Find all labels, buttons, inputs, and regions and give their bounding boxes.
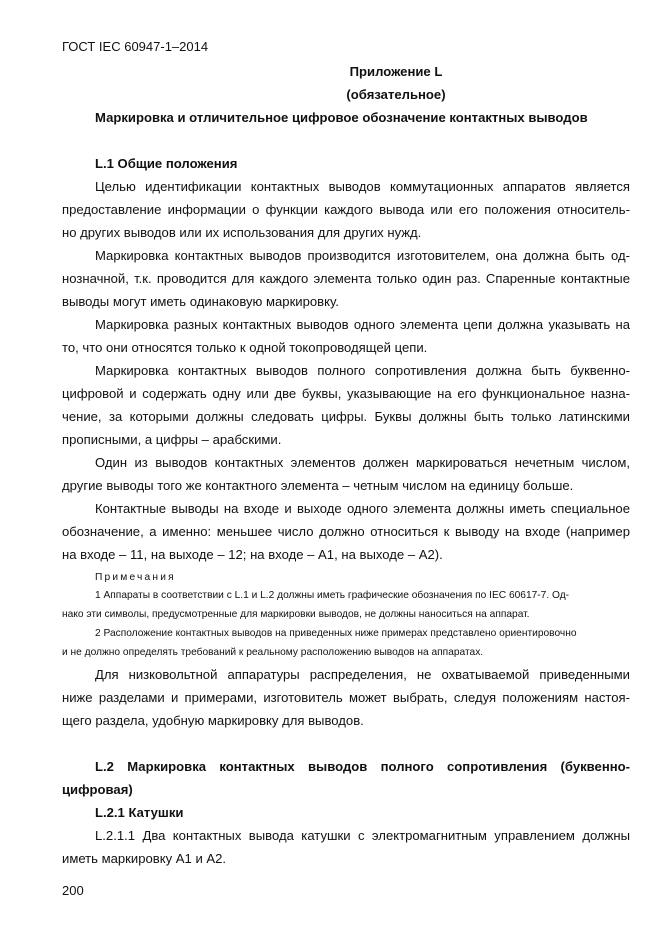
note-line: 2 Расположение контактных выводов на приведенных ниже примерах представлено ориентировочно (95, 628, 577, 639)
appendix-heading: Маркировка и отличительное цифровое обозначение контактных выводов (95, 110, 588, 125)
page-number: 200 (62, 883, 84, 898)
notes-label: Примечания (95, 572, 176, 583)
text-line: прописными, а цифры – арабскими. (62, 432, 282, 447)
text-line: предоставление информации о функции каждого вывода или его положения относитель- (62, 202, 630, 217)
text-line: другие выводы того же контактного элемента – четным числом на единицу больше. (62, 478, 574, 493)
text-line: обозначение, а именно: меньшее число должно относиться к выводу на входе (например (62, 524, 630, 539)
text-line: цифровой и содержать одну или две буквы, указывающие на его функциональное назна- (62, 386, 630, 401)
text-line: щего раздела, удобную маркировку для выводов. (62, 713, 364, 728)
subsection-l2-1-heading: L.2.1 Катушки (95, 805, 184, 820)
text-line: нозначной, т.к. проводится для каждого элемента только один раз. Спаренные контактные (62, 271, 630, 286)
section-l1-heading: L.1 Общие положения (95, 156, 238, 171)
text-line: Один из выводов контактных элементов должен маркироваться нечетным числом, (95, 455, 630, 470)
text-line: выводы могут иметь одинаковую маркировку. (62, 294, 339, 309)
text-line: L.2.1.1 Два контактных вывода катушки с электромагнитным управлением должны (95, 828, 630, 843)
section-l2-heading-cont: цифровая) (62, 782, 133, 797)
document-header: ГОСТ IEC 60947-1–2014 (62, 39, 209, 54)
appendix-title: Приложение L (349, 64, 443, 79)
text-line: Для низковольтной аппаратуры распределения, не охватываемой приведенными (95, 667, 630, 682)
note-line: и не должно определять требований к реальному расположению выводов на аппаратах. (62, 647, 484, 658)
text-line: ниже разделами и примерами, изготовитель может выбрать, следуя положениям настоя- (62, 690, 630, 705)
note-line: 1 Аппараты в соответствии с L.1 и L.2 должны иметь графические обозначения по IEC 60617-7. Од- (95, 590, 570, 601)
section-l2-heading: L.2 Маркировка контактных выводов полного сопротивления (буквенно- (95, 759, 630, 774)
text-line: Маркировка контактных выводов производится изготовителем, она должна быть од- (95, 248, 630, 263)
text-line: Маркировка контактных выводов полного сопротивления должна быть буквенно- (95, 363, 630, 378)
text-line: Маркировка разных контактных выводов одного элемента цепи должна указывать на (95, 317, 630, 332)
text-line: чение, за которыми должны следовать цифры. Буквы должны быть только латинскими (62, 409, 630, 424)
text-line: то, что они относятся только к одной токопроводящей цепи. (62, 340, 428, 355)
text-line: но других выводов или их использования для других нужд. (62, 225, 422, 240)
text-line: Контактные выводы на входе и выходе одного элемента должны иметь специальное (95, 501, 630, 516)
note-line: нако эти символы, предусмотренные для маркировки выводов, не должны наноситься на аппарат. (62, 609, 530, 620)
text-line: Целью идентификации контактных выводов коммутационных аппаратов является (95, 179, 630, 194)
text-line: на входе – 11, на выходе – 12; на входе – А1, на выходе – А2). (62, 547, 443, 562)
appendix-status: (обязательное) (346, 87, 446, 102)
text-line: иметь маркировку А1 и А2. (62, 851, 227, 866)
